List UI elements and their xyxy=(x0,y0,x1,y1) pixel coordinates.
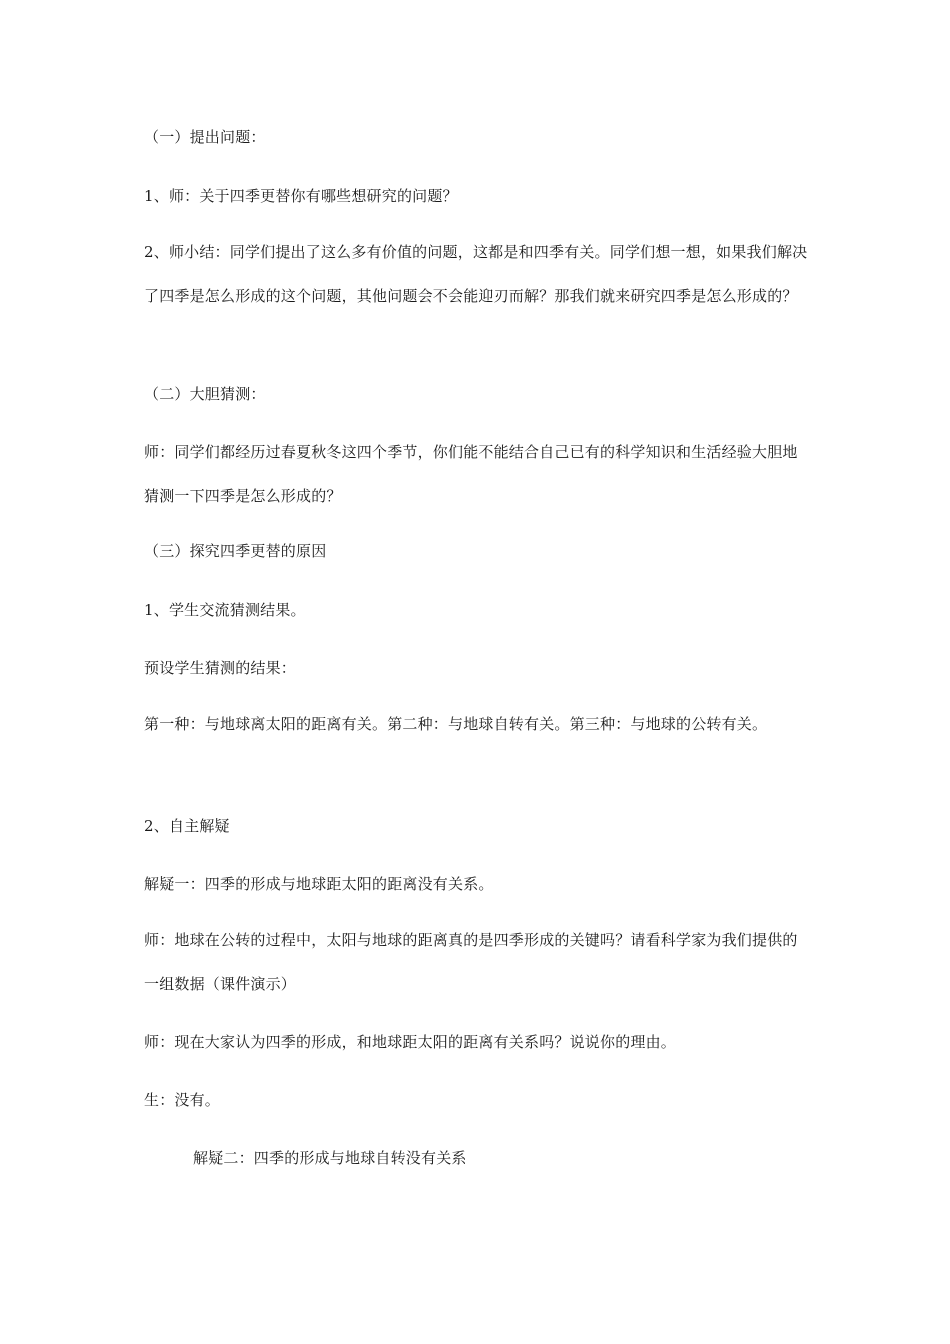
paragraph-doubt-one: 解疑一：四季的形成与地球距太阳的距离没有关系。 xyxy=(144,875,494,893)
section-heading-3: （三）探究四季更替的原因 xyxy=(144,542,327,560)
paragraph-teacher-question: 师：现在大家认为四季的形成，和地球距太阳的距离有关系吗？说说你的理由。 xyxy=(144,1033,677,1051)
paragraph-teacher-data: 师：地球在公转的过程中，太阳与地球的距离真的是四季形成的关键吗？请看科学家为我们提供的一组数据（课件演示） xyxy=(144,931,798,993)
paragraph-guess-types: 第一种：与地球离太阳的距离有关。第二种：与地球自转有关。第三种：与地球的公转有关。 xyxy=(144,715,768,733)
paragraph-summary: 2、师小结：同学们提出了这么多有价值的问题，这都是和四季有关。同学们想一想，如果我们解决了四季是怎么形成的这个问题，其他问题会不会能迎刃而解？那我们就来研究四季是怎么形成的？ xyxy=(144,243,808,305)
paragraph-guess: 师：同学们都经历过春夏秋冬这四个季节，你们能不能结合自己已有的科学知识和生活经验大胆地猜测一下四季是怎么形成的？ xyxy=(144,443,798,505)
paragraph-question: 1、师：关于四季更替你有哪些想研究的问题？ xyxy=(144,187,458,205)
section-heading-2: （二）大胆猜测： xyxy=(144,385,266,403)
paragraph-preset: 预设学生猜测的结果： xyxy=(144,659,297,677)
paragraph-self-solve: 2、自主解疑 xyxy=(144,817,230,835)
paragraph-exchange: 1、学生交流猜测结果。 xyxy=(144,601,306,619)
paragraph-doubt-two: 解疑二：四季的形成与地球自转没有关系 xyxy=(193,1149,467,1167)
section-heading-1: （一）提出问题： xyxy=(144,128,266,146)
paragraph-student-answer: 生：没有。 xyxy=(144,1091,221,1109)
